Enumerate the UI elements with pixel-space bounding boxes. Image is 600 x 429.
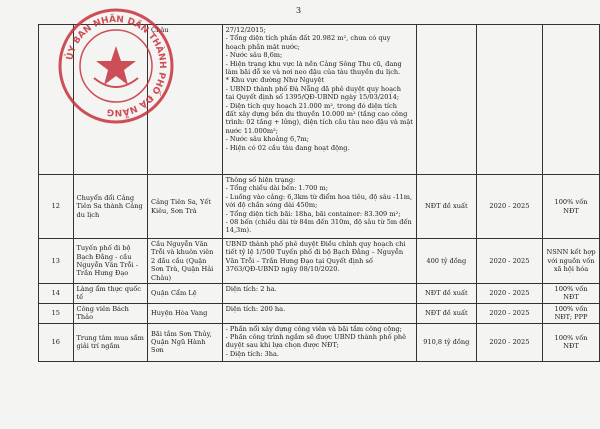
details-cell [222,323,416,361]
stt-cell: 12 [39,175,74,239]
period-cell: 2020 - 2025 [476,239,542,284]
period-cell: 2020 - 2025 [476,175,542,239]
detail-line: - Luồng vào cảng: 6,3km từ điểm hoa tiêu, độ sâu -11m, [225,192,413,201]
detail-line: - Hiện có 02 cầu tàu đang hoạt động. [225,143,350,152]
svg-text:ỦY BAN NHÂN DÂN THÀNH PHỐ ĐÀ N: ỦY BAN NHÂN DÂN THÀNH PHỐ ĐÀ NẴNG [65,14,168,118]
funding-source-cell: NSNN kết hợp với nguồn vốn xã hội hóa [543,239,600,284]
detail-line: - Tổng diện tích phần đất 20.982 m², chưa có quy [225,34,391,43]
detail-line: - Tổng diện tích bãi: 18ha, bãi container: 83.309 m²; [225,209,401,218]
location-cell: Châu [148,25,223,175]
table-row [39,303,600,323]
detail-line: tiết tỷ lệ 1/500 Tuyến phố đi bộ Bạch Đằng – Nguyễn [225,248,404,257]
table-row [39,175,600,239]
investment-cell: NĐT đề xuất [416,284,476,304]
investment-cell: 910,8 tỷ đồng [416,323,476,361]
detail-line: nước 11.000m²; [225,126,279,135]
project-name-cell: Chuyển đổi Cảng Tiên Sa thành Cảng du lịch [73,175,148,239]
detail-line: Văn Trỗi – Trần Hưng Đạo tại Quyết định số [225,256,373,265]
details-cell [222,284,416,304]
period-cell: 2020 - 2025 [476,284,542,304]
details-cell [222,25,416,175]
detail-line: - Diện tích: 3ha. [225,349,280,358]
table-row [39,323,600,361]
location-cell: Quận Cẩm Lệ [148,284,223,304]
stt-cell: 14 [39,284,74,304]
red-seal-stamp [56,6,176,126]
detail-line: hoạch phần mặt nước; [225,42,300,51]
investment-cell: NĐT đề xuất [416,175,476,239]
detail-line: 14,3m). [225,226,252,235]
project-name-cell: Công viên Bách Thảo [73,303,148,323]
detail-line: 27/12/2015; [225,26,266,34]
page-number: 3 [296,6,302,15]
details-cell [222,303,416,323]
detail-line: - Nước sâu 8,6m; [225,51,283,60]
investment-cell: NĐT đề xuất [416,303,476,323]
investment-cell: 400 tỷ đồng [416,239,476,284]
detail-line: - 08 bến (chiều dài từ 84m đến 310m, độ sâu từ 5m đến [225,218,412,227]
detail-line: trình: 02 tầng + lửng), diện tích cầu tàu neo đậu và mặt [225,118,413,127]
location-cell: Bãi tắm Sơn Thủy, Quận Ngũ Hành Sơn [148,323,223,361]
detail-line: - Phần công trình ngầm sẽ được UBND thành phố phê [225,333,407,342]
detail-line: đất xây dựng bến du thuyền 10.000 m² (tầng cao công [225,110,408,119]
funding-source-cell [543,25,600,175]
detail-line: Thông số hiện trạng: [225,176,296,184]
location-cell: Cảng Tiên Sa, Yết Kiêu, Sơn Trà [148,175,223,239]
detail-line: Diện tích: 2 ha. [225,285,277,294]
stt-cell: 13 [39,239,74,284]
location-cell: Cầu Nguyễn Văn Trỗi và khuôn viên 2 đầu cầu (Quận Sơn Trà, Quận Hải Châu) [148,239,223,284]
details-cell [222,239,416,284]
detail-line: làm bãi đỗ xe và nơi neo đậu của tàu thuyền du lịch. [225,68,401,77]
detail-line: UBND thành phố phê duyệt Điều chỉnh quy hoạch chi [225,240,406,248]
detail-line: duyệt sau khi lựa chọn được NĐT; [225,341,339,350]
table-row [39,284,600,304]
stt-cell: 16 [39,323,74,361]
detail-line: - Tổng chiều dài bến: 1.700 m; [225,184,328,193]
detail-line: 3763/QĐ-UBND ngày 08/10/2020. [225,265,340,274]
detail-line: Diện tích: 200 ha. [225,304,286,313]
detail-line: * Khu vực đường Như Nguyệt [225,76,325,85]
project-name-cell: Làng ẩm thực quốc tế [73,284,148,304]
project-name-cell: Tuyến phố đi bộ Bạch Đằng - cầu Nguyễn Văn Trỗi - Trần Hưng Đạo [73,239,148,284]
period-cell: 2020 - 2025 [476,323,542,361]
funding-source-cell: 100% vốn NĐT [543,284,600,304]
funding-source-cell: 100% vốn NĐT [543,323,600,361]
details-cell [222,175,416,239]
detail-line: - Hiện trạng khu vực là nền Cảng Sông Thu cũ, đang [225,59,402,68]
stt-cell: 15 [39,303,74,323]
funding-source-cell: 100% vốn NĐT; PPP [543,303,600,323]
detail-line: - Nước sâu khoảng 6,7m; [225,135,309,144]
funding-source-cell: 100% vốn NĐT [543,175,600,239]
detail-line: - UBND thành phố Đà Nẵng đã phê duyệt quy hoạch [225,84,401,93]
detail-line: với độ chắn sóng dài 450m; [225,201,318,210]
detail-line: tại Quyết định số 1395/QĐ-UBND ngày 15/03/2014; [225,93,400,102]
period-cell [476,25,542,175]
detail-line: - Diện tích quy hoạch 21.000 m², trong đó diện tích [225,101,397,110]
location-cell: Huyện Hòa Vang [148,303,223,323]
detail-line: - Phần nổi xây dựng công viên và bãi tắm công cộng; [225,324,402,333]
project-name-cell: Trung tâm mua sắm giải trí ngầm [73,323,148,361]
investment-cell [416,25,476,175]
table-row [39,239,600,284]
period-cell: 2020 - 2025 [476,303,542,323]
